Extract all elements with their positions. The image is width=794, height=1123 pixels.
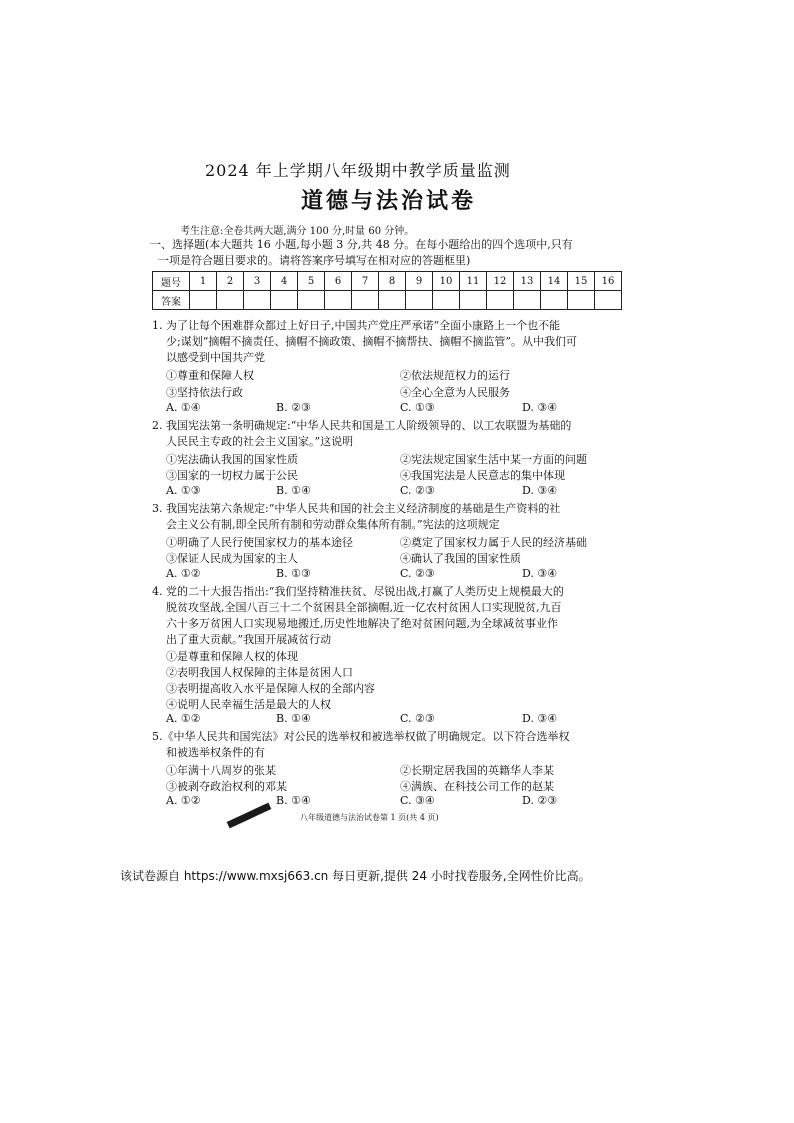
answer-cell[interactable] [352,291,379,310]
answer-cell[interactable] [325,291,352,310]
question-2-stem: 2. 我国宪法第一条明确规定:“中华人民共和国是工人阶级领导的、以工农联盟为基础的 [152,419,572,432]
question-1-stem: 少;谋划“摘帽不摘责任、摘帽不摘政策、摘帽不摘帮扶、摘帽不摘监管”。从中我们可 [166,335,577,348]
question-number: 5 [298,272,325,291]
question-5-statement: ②长期定居我国的英籍华人李某 [400,764,554,777]
question-4-stem: 六十多万贫困人口实现易地搬迁,历史性地解决了绝对贫困问题,为全球减贫事业作 [166,617,558,630]
question-number: 6 [325,272,352,291]
question-number: 2 [217,272,244,291]
binding-mark [227,803,272,829]
question-3-statement: ①明确了人民行使国家权力的基本途径 [166,536,353,549]
question-4-stem: 4. 党的二十大报告指出:“我们坚持精准扶贫、尽锐出战,打赢了人类历史上规模最大的 [152,585,564,598]
question-4-statement: ④说明人民幸福生活是最大的人权 [166,698,331,711]
question-number: 12 [487,272,514,291]
question-number: 16 [595,272,622,291]
question-1-statement: ①尊重和保障人权 [166,369,254,382]
question-1-option-c[interactable]: C. ①③ [400,401,435,414]
question-4-option-a[interactable]: A. ①② [166,712,201,725]
question-3-statement: ③保证人民成为国家的主人 [166,552,298,565]
answer-cell[interactable] [541,291,568,310]
answer-cell[interactable] [433,291,460,310]
page-footer: 八年级道德与法治试卷第 1 页(共 4 页) [300,813,439,822]
answer-cell[interactable] [244,291,271,310]
question-1-stem: 以感受到中国共产党 [166,351,265,364]
answer-cell[interactable] [298,291,325,310]
question-3-statement: ④确认了我国的国家性质 [400,552,521,565]
question-5-statement: ①年满十八周岁的张某 [166,764,276,777]
question-2-statement: ④我国宪法是人民意志的集中体现 [400,469,565,482]
section-instructions: 一项是符合题目要求的。请将答案序号填写在相对应的答题框里) [158,254,471,267]
question-5-option-a[interactable]: A. ①② [166,794,201,807]
question-5-statement: ④满族、在科技公司工作的赵某 [400,780,554,793]
question-5-stem: 和被选举权条件的有 [166,746,265,759]
answer-table-answer-row [153,291,622,310]
question-number: 13 [514,272,541,291]
question-2-option-a[interactable]: A. ①③ [166,484,201,497]
question-5-option-c[interactable]: C. ③④ [400,794,435,807]
question-4-stem: 出了重大贡献。”我国开展减贫行动 [166,633,332,646]
question-2-option-d[interactable]: D. ③④ [522,484,558,497]
question-2-statement: ②宪法规定国家生活中某一方面的问题 [400,453,587,466]
question-3-option-c[interactable]: C. ②③ [400,567,435,580]
answer-cell[interactable] [487,291,514,310]
answer-table [152,271,622,310]
question-number: 14 [541,272,568,291]
question-number: 7 [352,272,379,291]
question-number: 1 [190,272,217,291]
question-number: 8 [379,272,406,291]
question-1-option-a[interactable]: A. ①④ [166,401,201,414]
question-number: 9 [406,272,433,291]
question-number: 3 [244,272,271,291]
question-2-stem: 人民民主专政的社会主义国家。”这说明 [166,435,354,448]
answer-cell[interactable] [271,291,298,310]
answer-table-number-row [153,272,622,291]
table-header-number: 题号 [153,272,190,291]
question-3-statement: ②奠定了国家权力属于人民的经济基础 [400,536,587,549]
answer-cell[interactable] [217,291,244,310]
question-1-statement: ②依法规范权力的运行 [400,369,510,382]
question-4-statement: ①是尊重和保障人权的体现 [166,650,298,663]
question-4-statement: ③表明提高收入水平是保障人权的全部内容 [166,682,375,695]
question-5-option-b[interactable]: B. ①④ [276,794,311,807]
question-4-option-c[interactable]: C. ②③ [400,712,435,725]
question-number: 15 [568,272,595,291]
answer-cell[interactable] [460,291,487,310]
question-2-option-b[interactable]: B. ①④ [276,484,311,497]
table-header-answer: 答案 [153,291,190,310]
question-5-statement: ③被剥夺政治权利的邓某 [166,780,287,793]
question-number: 4 [271,272,298,291]
question-1-statement: ③坚持依法行政 [166,386,243,399]
question-1-option-b[interactable]: B. ②③ [276,401,311,414]
answer-cell[interactable] [379,291,406,310]
question-3-option-d[interactable]: D. ③④ [522,567,558,580]
question-2-statement: ①宪法确认我国的国家性质 [166,453,298,466]
question-3-option-b[interactable]: B. ①③ [276,567,311,580]
answer-cell[interactable] [514,291,541,310]
question-2-option-c[interactable]: C. ②③ [400,484,435,497]
question-number: 11 [460,272,487,291]
exam-notice: 考生注意:全卷共两大题,满分 100 分,时量 60 分钟。 [180,226,415,237]
question-3-option-a[interactable]: A. ①② [166,567,201,580]
question-1-stem: 1. 为了让每个困难群众都过上好日子,中国共产党庄严承诺“全面小康路上一个也不能 [152,319,561,332]
question-4-statement: ②表明我国人权保障的主体是贫困人口 [166,666,353,679]
question-3-stem: 会主义公有制,即全民所有制和劳动群众集体所有制。”宪法的这项规定 [166,518,500,531]
question-4-option-b[interactable]: B. ①④ [276,712,311,725]
question-2-statement: ③国家的一切权力属于公民 [166,469,298,482]
question-4-stem: 脱贫攻坚战,全国八百三十二个贫困县全部摘帽,近一亿农村贫困人口实现脱贫,九百 [166,601,562,614]
subject-title: 道德与法治试卷 [301,188,477,214]
question-1-option-d[interactable]: D. ③④ [522,401,558,414]
answer-cell[interactable] [190,291,217,310]
answer-cell[interactable] [406,291,433,310]
section-heading: 一、选择题(本大题共 16 小题,每小题 3 分,共 48 分。在每小题给出的四个选项中,只有 [150,238,573,251]
answer-cell[interactable] [568,291,595,310]
question-3-stem: 3. 我国宪法第六条规定:“中华人民共和国的社会主义经济制度的基础是生产资料的社 [152,502,561,515]
exam-title: 2024 年上学期八年级期中教学质量监测 [205,161,511,180]
answer-cell[interactable] [595,291,622,310]
question-4-option-d[interactable]: D. ③④ [522,712,558,725]
question-1-statement: ④全心全意为人民服务 [400,386,510,399]
source-line: 该试卷源自 https://www.mxsj663.cn 每日更新,提供 24 小时找卷服务,全网性价比高。 [120,869,591,883]
question-number: 10 [433,272,460,291]
question-5-stem: 5.《中华人民共和国宪法》对公民的选举权和被选举权做了明确规定。以下符合选举权 [152,730,570,743]
question-5-option-d[interactable]: D. ②③ [522,794,558,807]
